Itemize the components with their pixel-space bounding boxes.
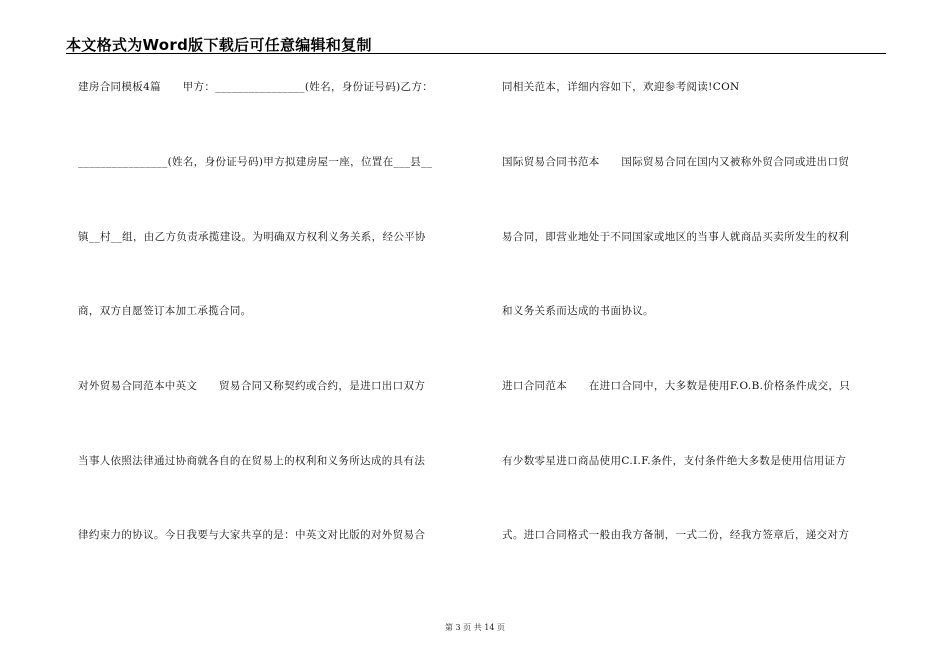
text-line: 和义务关系而达成的书面协议。	[502, 305, 654, 317]
text-line: 对外贸易合同范本中英文 贸易合同又称契约或合约，是进口出口双方	[78, 380, 426, 392]
text-line: 有少数零星进口商品使用C.I.F.条件，支付条件绝大多数是使用信用证方	[502, 455, 847, 467]
text-line: 易合同，即营业地处于不同国家或地区的当事人就商品买卖所发生的权利	[502, 231, 850, 243]
header-rule	[66, 53, 886, 54]
text-line: 律约束力的协议。今日我要与大家共享的是：中英文对比版的对外贸易合	[78, 529, 426, 541]
text-line: 式。进口合同格式一般由我方备制，一式二份，经我方签章后，递交对方	[502, 529, 850, 541]
page-indicator: 第 3 页 共 14 页	[445, 623, 505, 632]
text-line: 建房合同模板4篇 甲方：________________(姓名，身份证号码)乙方：	[78, 81, 434, 93]
document-banner: 本文格式为Word版下载后可任意编辑和复制	[66, 36, 372, 54]
text-line: 国际贸易合同书范本 国际贸易合同在国内又被称外贸合同或进出口贸	[502, 156, 850, 168]
text-line: ________________(姓名，身份证号码)甲方拟建房屋一座，位置在___县__	[78, 156, 433, 168]
text-line: 商，双方自愿签订本加工承揽合同。	[78, 305, 252, 317]
text-line: 进口合同范本 在进口合同中，大多数是使用F.O.B.价格条件成交，只	[502, 380, 851, 392]
text-line: 当事人依照法律通过协商就各自的在贸易上的权利和义务所达成的具有法	[78, 455, 426, 467]
text-line: 镇__村__组，由乙方负责承揽建设。为明确双方权利义务关系，经公平协	[78, 231, 426, 243]
text-line: 同相关范本，详细内容如下，欢迎参考阅读!CON	[502, 81, 740, 93]
